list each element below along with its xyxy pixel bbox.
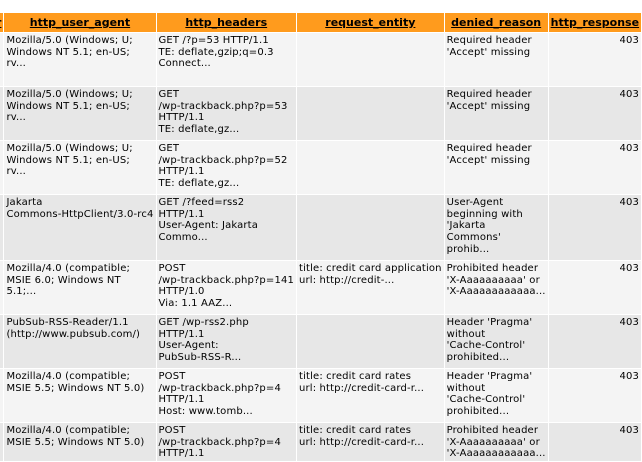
http-headers-cell-line: /wp-trackback.php?p=53 [158,100,288,112]
column-header-user-agent-link[interactable]: http_user_agent [29,16,131,29]
denied-reason-cell-line: Prohibited header [446,263,539,274]
denied-reason-cell-line: prohib... [446,243,490,255]
user-agent-cell-line: 5.1;... [6,286,37,298]
http-headers-cell-line: /wp-trackback.php?p=4 [158,436,281,448]
denied-reason-cell-line: 'Accept' missing [446,46,531,58]
http-headers-cell-line: TE: deflate,gz... [158,178,240,190]
http-headers-cell-line: Commo... [158,232,208,244]
denied-reason-cell-line: 'Cache-Control' [446,394,526,406]
denied-reason-cell-line: Required header [446,89,532,100]
column-header-headers[interactable] [157,13,297,32]
http-headers-cell-line: Via: 1.1 AAZ... [158,298,233,310]
user-agent-cell [4,195,155,260]
table-row [0,141,641,194]
user-agent-cell-line: Windows NT 5.1; en-US; [6,154,130,166]
http-headers-cell [157,261,297,314]
denied-reason-cell-line: without [446,328,486,340]
denied-reason-cell-line: Prohibited header [446,425,539,436]
denied-reason-cell-line: Required header [446,35,532,46]
previous-column-cell [0,87,3,140]
http-headers-cell-line: TE: deflate,gzip;q=0.3 [158,46,274,58]
http-headers-cell [157,423,297,461]
http-headers-cell-line: GET /wp-rss2.php [158,317,249,328]
user-agent-cell-line: rv... [6,58,26,70]
denied-reason-cell [445,195,548,260]
http-response-cell: 403 [549,195,641,260]
column-header-user-agent[interactable] [4,13,155,32]
denied-reason-cell-line: Commons' [446,232,501,244]
denied-reason-cell-line: 'X-Aaaaaaaaaaaa... [446,448,546,460]
http-headers-cell-line: GET [158,143,180,154]
http-response-cell: 403 [549,369,641,422]
column-header-denied-reason[interactable] [445,13,548,32]
request-entity-cell-line: title: credit card application [299,263,442,274]
request-entity-cell [297,315,444,368]
http-response-cell: 403 [549,33,641,86]
request-entity-cell-line: url: http://credit-card-r... [299,382,425,394]
request-entity-cell-line: title: credit card rates [299,371,412,382]
denied-reason-cell-line: User-Agent [446,197,504,208]
http-headers-cell-line: POST [158,425,186,436]
http-headers-cell-line: GET /?p=53 HTTP/1.1 [158,35,269,46]
denied-reason-cell [445,369,548,422]
denied-reason-cell-line: 'Accept' missing [446,100,531,112]
http-headers-cell-line: HTTP/1.0 [158,286,205,298]
user-agent-cell-line: MSIE 6.0; Windows NT [6,274,121,286]
http-headers-cell-line: POST [158,371,186,382]
user-agent-cell [4,33,155,86]
column-header-http-response[interactable] [549,13,641,32]
http-headers-cell-line: HTTP/1.1 [158,112,205,124]
http-headers-cell-line: Connect... [158,58,211,70]
http-headers-cell-line: TE: deflate,gz... [158,124,240,136]
user-agent-cell [4,315,155,368]
http-headers-cell [157,369,297,422]
request-entity-cell [297,369,444,422]
denied-reason-cell-line: 'Jakarta [446,220,486,232]
http-response-cell: 403 [549,87,641,140]
request-entity-cell-line: url: http://credit-... [299,274,395,286]
denied-reason-cell [445,33,548,86]
denied-reason-cell-line: Header 'Pragma' [446,317,533,328]
column-header-request-entity-link[interactable]: request_entity [325,16,416,29]
user-agent-cell-line: MSIE 5.5; Windows NT 5.0) [6,436,145,448]
http-headers-cell-line: HTTP/1.1 [158,166,205,178]
user-agent-cell-line: Commons-HttpClient/3.0-rc4 [6,208,154,220]
http-headers-cell [157,195,297,260]
request-entity-cell-line: title: credit card rates [299,425,412,436]
http-headers-cell-line: POST [158,263,186,274]
http-response-cell: 403 [549,423,641,461]
table-body [0,33,641,461]
http-headers-cell-line: Host: www.tomb... [158,406,253,418]
denied-reason-cell-line: Required header [446,143,532,154]
http-response-cell: 403 [549,315,641,368]
request-entity-cell [297,261,444,314]
previous-column-cell [0,141,3,194]
http-headers-cell [157,315,297,368]
http-headers-cell-line: HTTP/1.1 [158,448,205,460]
column-header-denied-reason-link[interactable]: denied_reason [451,16,542,29]
http-headers-cell-line: HTTP/1.1 [158,394,205,406]
http-response-cell: 403 [549,261,641,314]
denied-reason-cell [445,423,548,461]
table-row [0,195,641,260]
user-agent-cell-line: Mozilla/4.0 (compatible; [6,263,131,274]
column-header-request-entity[interactable] [297,13,444,32]
user-agent-cell-line: rv... [6,112,26,124]
column-header-previous-link[interactable] [0,16,1,29]
previous-column-cell [0,33,3,86]
column-header-http-response-link[interactable]: http_response [550,16,640,29]
request-entity-cell [297,195,444,260]
denied-reason-cell [445,141,548,194]
user-agent-cell-line: PubSub-RSS-Reader/1.1 [6,317,129,328]
user-agent-cell-line: Mozilla/4.0 (compatible; [6,371,131,382]
table-row [0,87,641,140]
http-headers-cell-line: GET /?feed=rss2 [158,197,245,208]
previous-column-cell [0,261,3,314]
denied-reason-cell-line: 'X-Aaaaaaaaaa' or [446,436,540,448]
http-headers-cell [157,87,297,140]
user-agent-cell-line: Jakarta [6,197,43,208]
denied-requests-table [0,12,642,462]
request-entity-cell [297,141,444,194]
user-agent-cell-line: Windows NT 5.1; en-US; [6,46,130,58]
http-headers-cell-line: User-Agent: [158,340,219,352]
http-headers-cell-line: User-Agent: Jakarta [158,220,259,232]
denied-reason-cell-line: Header 'Pragma' [446,371,533,382]
column-header-previous[interactable] [0,13,3,32]
http-headers-cell-line: PubSub-RSS-R... [158,352,242,364]
http-headers-cell-line: /wp-trackback.php?p=4 [158,382,281,394]
request-entity-cell [297,423,444,461]
user-agent-cell-line: Mozilla/5.0 (Windows; U; [6,35,133,46]
request-entity-cell [297,33,444,86]
denied-reason-cell-line: 'Cache-Control' [446,340,526,352]
user-agent-cell [4,423,155,461]
user-agent-cell-line: Windows NT 5.1; en-US; [6,100,130,112]
previous-column-cell [0,369,3,422]
user-agent-cell-line: Mozilla/4.0 (compatible; [6,425,131,436]
denied-reason-cell-line: prohibited... [446,352,510,364]
table-row [0,369,641,422]
user-agent-cell [4,261,155,314]
user-agent-cell-line: Mozilla/5.0 (Windows; U; [6,89,133,100]
previous-column-cell [0,195,3,260]
denied-reason-cell-line: 'X-Aaaaaaaaaaaa... [446,286,546,298]
denied-reason-cell [445,87,548,140]
table-row [0,261,641,314]
user-agent-cell-line: (http://www.pubsub.com/) [6,328,141,340]
http-headers-cell-line: HTTP/1.1 [158,208,205,220]
user-agent-cell [4,369,155,422]
http-headers-cell-line: /wp-trackback.php?p=141 [158,274,295,286]
table-header-row [0,13,641,32]
column-header-headers-link[interactable]: http_headers [185,16,268,29]
table-row [0,315,641,368]
http-headers-cell-line: HTTP/1.1 [158,328,205,340]
http-headers-cell-line: /wp-trackback.php?p=52 [158,154,288,166]
request-entity-cell [297,87,444,140]
user-agent-cell [4,87,155,140]
previous-column-cell [0,423,3,461]
http-response-cell: 403 [549,141,641,194]
table-row [0,423,641,461]
denied-reason-cell-line: without [446,382,486,394]
user-agent-cell-line: Mozilla/5.0 (Windows; U; [6,143,133,154]
http-headers-cell [157,33,297,86]
denied-reason-cell-line: 'X-Aaaaaaaaaa' or [446,274,540,286]
denied-reason-cell [445,261,548,314]
denied-reason-cell-line: beginning with [446,208,523,220]
http-headers-cell-line: GET [158,89,180,100]
denied-reason-cell-line: prohibited... [446,406,510,418]
denied-reason-cell-line: 'Accept' missing [446,154,531,166]
table-row [0,33,641,86]
http-headers-cell [157,141,297,194]
previous-column-cell [0,315,3,368]
user-agent-cell-line: rv... [6,166,26,178]
user-agent-cell-line: MSIE 5.5; Windows NT 5.0) [6,382,145,394]
user-agent-cell [4,141,155,194]
request-entity-cell-line: url: http://credit-card-r... [299,436,425,448]
denied-reason-cell [445,315,548,368]
